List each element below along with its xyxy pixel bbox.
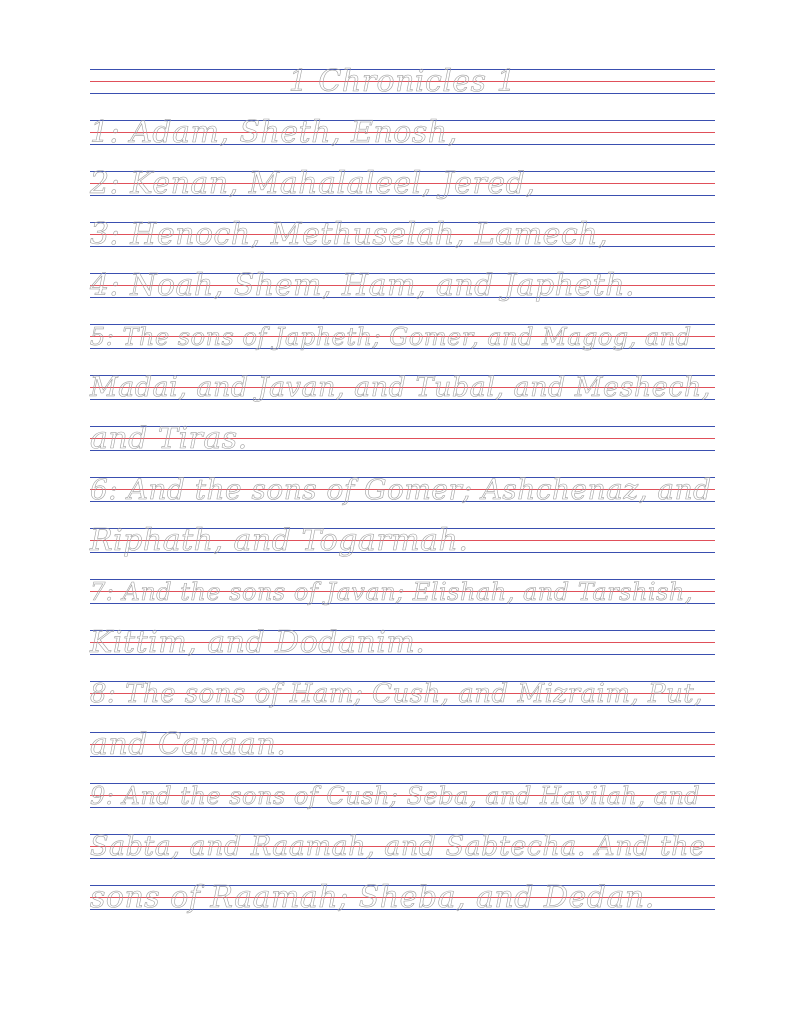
trace-text: Madai, and Javan, and Tubal, and Meshech, — [90, 372, 711, 403]
trace-text: 4: Noah, Shem, Ham, and Japheth. — [90, 268, 636, 303]
trace-text: sons of Raamah; Sheba, and Dedan. — [90, 880, 655, 915]
trace-text: 7: And the sons of Javan; Elishah, and Tarshish, — [90, 578, 693, 606]
trace-text: Sabta, and Raamah, and Sabtecha. And the — [90, 831, 706, 862]
writing-row — [90, 324, 715, 362]
writing-row — [90, 523, 715, 566]
writing-row — [90, 115, 715, 158]
trace-text: 9: And the sons of Cush; Seba, and Havilah, and — [90, 782, 701, 810]
writing-row — [90, 831, 715, 872]
trace-text: 6: And the sons of Gomer; Ashchenaz, and — [90, 473, 712, 506]
trace-text: and Tiras. — [90, 421, 248, 456]
writing-row — [90, 421, 715, 464]
trace-text: Kittim, and Dodanim. — [90, 625, 426, 660]
writing-row — [90, 268, 715, 311]
writing-row — [90, 579, 715, 617]
worksheet-title-row — [90, 64, 715, 107]
trace-text: 1: Adam, Sheth, Enosh, — [90, 115, 458, 150]
trace-text: 2: Kenan, Mahalaleel, Jered, — [90, 166, 536, 201]
trace-text: 8: The sons of Ham; Cush, and Mizraim, Put, — [90, 679, 703, 709]
worksheet-title: 1 Chronicles 1 — [288, 64, 517, 99]
writing-row — [90, 727, 715, 770]
writing-row — [90, 217, 715, 260]
writing-row — [90, 681, 715, 719]
trace-text: 3: Henoch, Methuselah, Lamech, — [90, 217, 609, 252]
trace-text: Riphath, and Togarmah. — [90, 523, 469, 558]
trace-text: 5: The sons of Japheth; Gomer, and Magog, and — [90, 323, 692, 351]
trace-text: and Canaan. — [90, 727, 287, 762]
writing-row — [90, 166, 715, 209]
writing-row — [90, 783, 715, 821]
writing-row — [90, 880, 715, 923]
writing-row — [90, 625, 715, 668]
writing-row — [90, 473, 715, 515]
writing-row — [90, 372, 715, 413]
